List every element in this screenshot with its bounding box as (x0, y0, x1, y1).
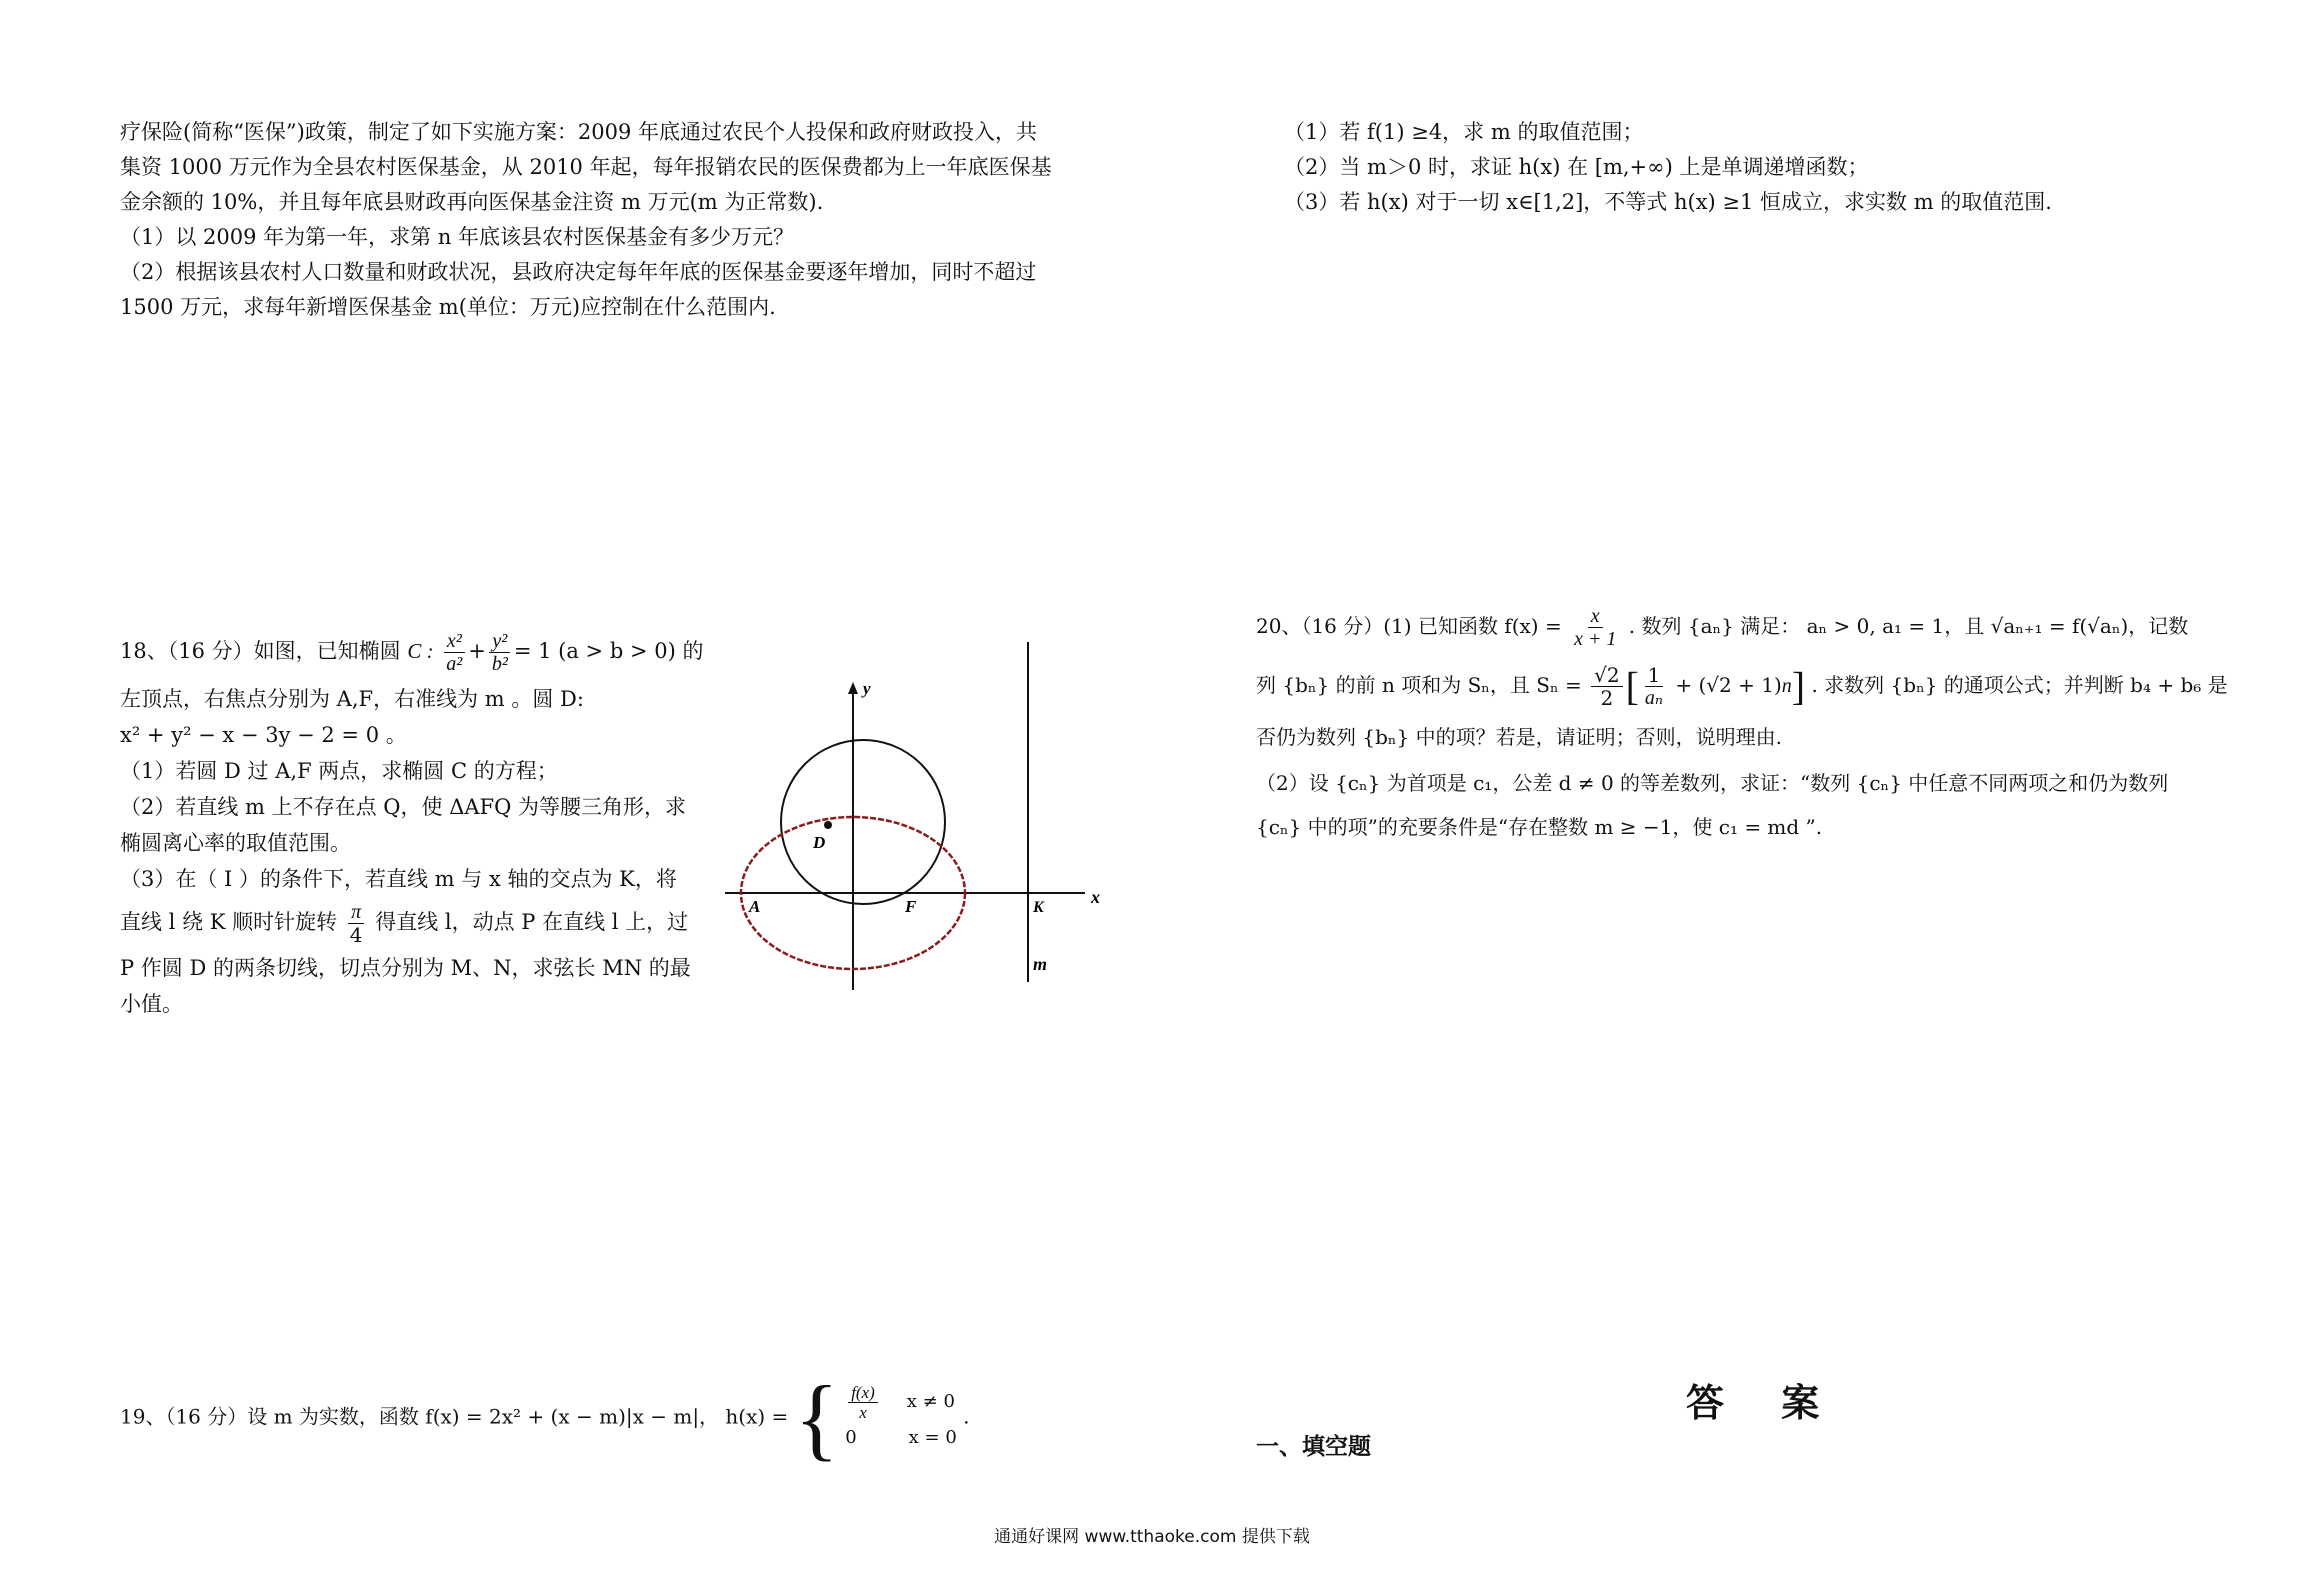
label-x: x (1091, 887, 1100, 907)
q20-after: . 数列 {aₙ} 满足： aₙ > 0, a₁ = 1，且 √aₙ₊₁ = f(√aₙ)，记数 (1628, 614, 2189, 638)
case2-value: 0 (845, 1426, 857, 1448)
frac-num: x (1588, 605, 1603, 628)
frac-num: x² (444, 630, 465, 653)
q18-head: 18、（16 分）如图，已知椭圆 (120, 639, 401, 663)
frac-num: π (348, 901, 364, 924)
circle-d (781, 740, 945, 904)
q18-part3b1: 直线 l 绕 K 顺时针旋转 (120, 910, 338, 934)
page-footer: 通通好课网 www.tthaoke.com 提供下载 (994, 1527, 1310, 1547)
frac-den: 2 (1600, 686, 1614, 710)
q20-line3: 否仍为数列 {bₙ} 中的项？若是，请证明；否则，说明理由. (1256, 725, 1782, 749)
frac-den: 4 (349, 923, 363, 947)
q17-part1: （1）以 2009 年为第一年，求第 n 年底该县农村医保基金有多少万元？ (120, 225, 795, 249)
q18-line2: 左顶点，右焦点分别为 A,F，右准线为 m 。圆 D: (120, 687, 584, 711)
y-axis-arrow (848, 682, 858, 694)
q18-part3b2: 得直线 l，动点 P 在直线 l 上，过 (375, 910, 689, 934)
frac-num: y² (489, 630, 510, 653)
case1-cond: x ≠ 0 (906, 1391, 955, 1412)
q19-part3: （3）若 h(x) 对于一切 x∈[1,2]，不等式 h(x) ≥1 恒成立，求实数 m 的取值范围. (1284, 190, 2052, 214)
label-y: y (863, 679, 871, 698)
sqrt2-over-2 (1591, 664, 1622, 709)
q17-part2: （2）根据该县农村人口数量和财政状况，县政府决定每年年底的医保基金要逐年增加，同时不超过 (120, 260, 1037, 284)
frac-den: aₙ (1644, 687, 1664, 709)
q18-head-line: 18、（16 分）如图，已知椭圆 C : $\frac{\text{x²}}{\text{a²}}$ + $\frac{\text{y²}}{\text{b²}}$ = 1 (a > b > 0) 的 (120, 630, 704, 675)
q20-line2b: . 求数列 {bₙ} 的通项公式；并判断 b₄ + b₆ 是 (1811, 673, 2228, 697)
q20-head: 20、（16 分）(1) 已知函数 f(x) = (1256, 614, 1562, 638)
label-m: m (1033, 954, 1048, 974)
ellipse-frac-x (443, 630, 465, 675)
frac-den: a² (446, 653, 463, 675)
label-f: F (905, 897, 917, 916)
q20-line2: 列 {bₙ} 的前 n 项和为 Sₙ，且 Sₙ = $\frac{√2}{2}$ [ $\frac{1}{\text{aₙ}}$ + (√2 + 1)n] . 求数列 {bₙ} 的通项公式；并判断 b₄ + b₆ 是 (1256, 663, 2228, 710)
piecewise-brace: { (794, 1367, 839, 1469)
q18-part1: （1）若圆 D 过 A,F 两点，求椭圆 C 的方程； (120, 759, 558, 783)
q17-line2: 集资 1000 万元作为全县农村医保基金，从 2010 年起，每年报销农民的医保费都为上一年底医保基 (120, 155, 1052, 179)
label-a: A (749, 897, 761, 916)
piece-case1 (845, 1383, 957, 1422)
q19-period: . (963, 1404, 970, 1429)
q18-part3c: P 作圆 D 的两条切线，切点分别为 M、N，求弦长 MN 的最 (120, 956, 691, 980)
fx-over-x (848, 1383, 878, 1422)
q19-head: 19、（16 分）设 m 为实数，函数 f(x) = 2x² + (x − m)|x − m|， (120, 1404, 720, 1429)
q19-part2: （2）当 m＞0 时，求证 h(x) 在 [m,+∞) 上是单调递增函数； (1284, 155, 1869, 179)
q20-block (1256, 605, 2228, 845)
case2-cond: x = 0 (908, 1426, 957, 1448)
one-over-an (1642, 664, 1666, 709)
piece-case2 (845, 1422, 957, 1454)
q18-part2b: 椭圆离心率的取值范围。 (120, 831, 351, 855)
piecewise-cases (845, 1383, 957, 1454)
frac-num: √2 (1591, 664, 1622, 687)
q18-cond: (a > b > 0) 的 (558, 639, 704, 663)
q19-h: h(x) = (725, 1404, 789, 1429)
q19-line (120, 1367, 970, 1469)
bracket-left: [ (1625, 663, 1639, 709)
q20-part2a: （2）设 {cₙ} 为首项是 c₁，公差 d ≠ 0 的等差数列，求证：“数列 {cₙ} 中任意不同两项之和仍为数列 (1256, 771, 2169, 795)
frac-num: 1 (1645, 664, 1664, 687)
frac-num: f(x) (848, 1383, 878, 1403)
ellipse-figure (715, 270, 1115, 1010)
q18-line3: x² + y² − x − 3y − 2 = 0 。 (120, 723, 407, 747)
q20-line2a: 列 {bₙ} 的前 n 项和为 Sₙ，且 Sₙ = (1256, 673, 1582, 697)
q18-part3a: （3）在（ I ）的条件下，若直线 m 与 x 轴的交点为 K，将 (120, 867, 677, 891)
q17-line1: 疗保险(简称“医保”)政策，制定了如下实施方案：2009 年底通过农民个人投保和政府财政投入，共 (120, 120, 1037, 144)
q18-block (120, 630, 703, 1022)
q19-parts-block (1284, 115, 2052, 220)
frac-den: x + 1 (1574, 628, 1617, 650)
point-d (824, 821, 832, 829)
pi-over-4 (347, 901, 366, 946)
q19-block (120, 1367, 970, 1469)
q20-part2b: {cₙ} 中的项”的充要条件是“存在整数 m ≥ −1，使 c₁ = md ”. (1256, 815, 1823, 839)
q20-line1 (1256, 605, 2228, 650)
q20-frac (1571, 605, 1619, 650)
frac-den: b² (491, 653, 508, 675)
answer-title: 答 案 (1686, 1381, 1842, 1425)
ellipse-label: C : (407, 639, 434, 663)
section-fill-blank: 一、填空题 (1256, 1434, 1371, 1460)
q19-part1: （1）若 f(1) ≥4，求 m 的取值范围； (1284, 120, 1644, 144)
ellipse-frac-y (489, 630, 511, 675)
bracket-right: ] (1791, 663, 1806, 709)
var-n: n (1781, 675, 1792, 697)
label-d: D (813, 833, 826, 852)
label-k: K (1033, 899, 1044, 916)
frac-den: x (859, 1402, 867, 1422)
q18-part2a: （2）若直线 m 上不存在点 Q，使 ΔAFQ 为等腰三角形，求 (120, 795, 686, 819)
q18-part3b (120, 901, 703, 946)
q17-line3: 金余额的 10%，并且每年底县财政再向医保基金注资 m 万元(m 为正常数). (120, 190, 824, 214)
q18-part3d: 小值。 (120, 992, 183, 1016)
q17-part2b: 1500 万元，求每年新增医保基金 m(单位：万元)应控制在什么范围内. (120, 295, 776, 319)
